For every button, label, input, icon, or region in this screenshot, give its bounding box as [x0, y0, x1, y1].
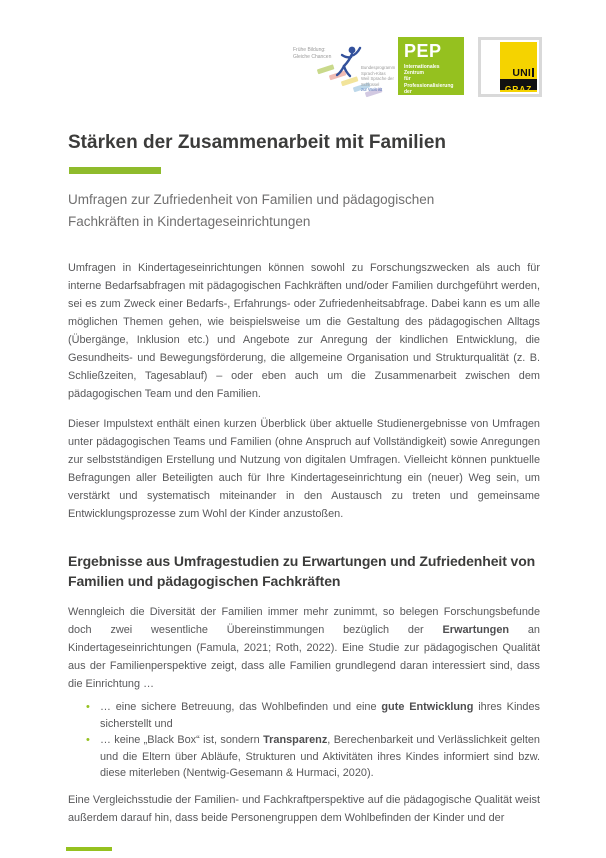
sprachkitas-program-line1: Bundesprogramm Sprach-Kitas [361, 65, 396, 76]
title-accent-bar [69, 167, 161, 174]
section-lead-paragraph: Wenngleich die Diversität der Familien immer mehr zunimmt, so belegen Forschungsbefunde doch zwei wesentliche Übereinstimmungen bezüglich der Erwartungen an Kindertageseinrichtungen (Famula, 2021; Roth, 2022). Eine Studie zur pädagogischen Qualität aus der Familienperspektive zeigt, dass alle Familien grundlegend daran interessiert sind, dass die Einrichtung … [68, 606, 540, 690]
figure-head [349, 47, 356, 54]
unigraz-uni-text [512, 67, 534, 79]
unigraz-logo [478, 37, 542, 97]
uni-vertical-bar [532, 68, 534, 77]
graz-label: GRAZ [504, 84, 533, 94]
uni-label: UNI [512, 67, 531, 79]
footer-accent-dash [66, 847, 112, 851]
sprachkitas-tagline-line1: Frühe Bildung: [293, 47, 326, 53]
pep-subtitle-line2: für Professionalisierung [404, 76, 454, 89]
sprachkitas-program-line3: zur Welt ist [361, 87, 383, 93]
pep-logo [398, 37, 464, 102]
pep-subtitle-line3: der Elementarpädagogik [404, 88, 454, 102]
logo-row [0, 0, 606, 110]
sprachkitas-program-line2: Weil Sprache der Schlüssel [361, 76, 394, 87]
sprachkitas-program-text [361, 65, 397, 93]
sprachkitas-logo [283, 40, 397, 104]
pep-subtitle [404, 64, 458, 101]
page-subtitle: Umfragen zur Zufriedenheit von Familien und pädagogischen Fachkräften in Kindertageseinrichtungen [68, 192, 435, 229]
unigraz-graz-bar [500, 79, 537, 94]
pep-underline-dash [404, 105, 417, 108]
bullet-list [68, 699, 540, 782]
bullet-item: • … eine sichere Betreuung, das Wohlbefinden und eine gute Entwicklung ihres Kindes sicherstellt und [86, 699, 540, 732]
bullet-item: • … keine „Black Box“ ist, sondern Transparenz, Berechenbarkeit und Verlässlichkeit gelten und die Eltern über Abläufe, Strukturen und Aktivitäten ihres Kindes informiert sind bzw. diese miterleben (Nentwig-Gesemann & Hurmaci, 2020). [86, 732, 540, 782]
pep-subtitle-line1: Internationales Zentrum [404, 64, 440, 77]
sprachkitas-tagline-line2: Gleiche Chancen [293, 53, 332, 60]
document-content [0, 130, 606, 827]
intro-paragraph-2: Dieser Impulstext enthält einen kurzen Überblick über aktuelle Studienergebnisse von Umfragen unter pädagogischen Teams und Familien (ohne Anspruch auf Vollständigkeit) sowie Anregungen zur selbstständigen Erstellung und Nutzung von digitalen Umfragen. Vielleicht können punktuelle Befragungen aller Beteiligten auch für Ihre Kindertageseinrichtung ein (neuer) Weg sein, um verstärkt und systematisch miteinander in den Austausch zu treten und gemeinsame Entwicklungsprozesse zum Wohl der Kinder anzustoßen. [68, 418, 540, 520]
page-title: Stärken der Zusammenarbeit mit Familien [68, 132, 447, 153]
unigraz-yellow-field [500, 42, 537, 92]
closing-paragraph: Eine Vergleichsstudie der Familien- und Fachkraftperspektive auf die pädagogische Qualität weist außerdem darauf hin, dass beide Personengruppen dem Wohlbefinden der Kinder und der [68, 793, 540, 824]
intro-paragraph-1: Umfragen in Kindertageseinrichtungen können sowohl zu Forschungszwecken als auch für interne Bedarfsabfragen mit pädagogischen Fachkräften und/oder Familien durchgeführt werden, sei es zum Zweck einer Bedarfs-, Erfahrungs- oder Zufriedenheitsabfrage. Dabei kann es um alle möglichen Themen gehen, wie beispielsweise um die Gestaltung des pädagogischen Alltags (Übergänge, Inklusion etc.) und Angebote zur Anregung der kindlichen Entwicklung, die Gesundheits- und Bewegungsförderung, die allgemeine Organisation und Strukturqualität (z. B. Schließzeiten, Tagesablauf) – oder eben auch um die Zusammenarbeit zwischen dem pädagogischen Team und den Familien. [68, 262, 540, 400]
section-heading: Ergebnisse aus Umfragestudien zu Erwartungen und Zufriedenheit von Familien und pädagogischen Fachkräften [68, 553, 536, 589]
pep-acronym: PEP [404, 41, 442, 61]
